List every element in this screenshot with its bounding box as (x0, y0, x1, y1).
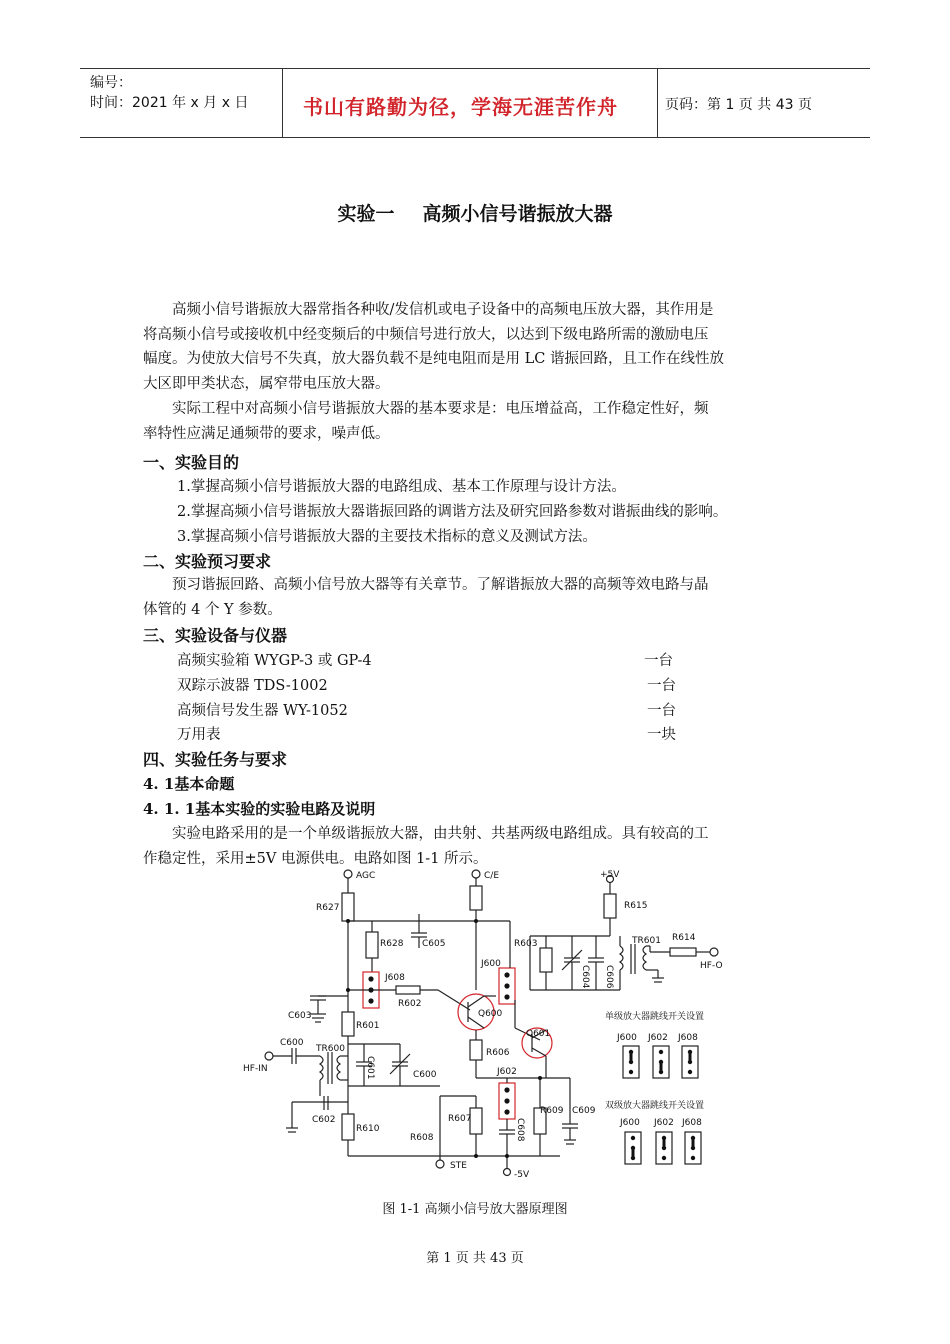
label: R610 (356, 1124, 380, 1134)
equipment-name: 双踪示波器 TDS-1002 (177, 678, 328, 694)
subsection-heading: 4. 1. 1基本实验的实验电路及说明 (143, 800, 376, 818)
equipment-qty: 一台 (647, 678, 676, 694)
label: J602 (648, 1033, 668, 1043)
circuit-diagram (0, 860, 950, 1190)
label: C602 (312, 1115, 336, 1125)
motto: 书山有路勤为径，学海无涯苦作舟 (303, 95, 618, 119)
label: R606 (486, 1048, 510, 1058)
section-heading: 三、实验设备与仪器 (143, 626, 288, 645)
single-stage-title: 单级放大器跳线开关设置 (605, 1012, 705, 1022)
label: R608 (410, 1133, 434, 1143)
label: C601 (365, 1056, 375, 1080)
label: J608 (682, 1118, 702, 1128)
section-heading: 四、实验任务与要求 (143, 750, 288, 769)
label: R628 (380, 939, 404, 949)
label: R609 (540, 1106, 564, 1116)
section-heading: 二、实验预习要求 (143, 552, 272, 571)
list-item: 2.掌握高频小信号谐振放大器谐振回路的调谐方法及研究回路参数对谐振曲线的影响。 (177, 504, 728, 520)
label: R601 (356, 1021, 380, 1031)
text-line: 预习谐振回路、高频小信号放大器等有关章节。了解谐振放大器的高频等效电路与晶 (143, 577, 709, 593)
label: C/E (484, 871, 500, 881)
label: C603 (288, 1011, 312, 1021)
label: Q600 (478, 1009, 503, 1019)
equipment-qty: 一台 (644, 653, 673, 669)
equipment-name: 万用表 (177, 727, 221, 743)
label: R614 (672, 933, 696, 943)
label: C605 (422, 939, 446, 949)
label: +5V (600, 870, 620, 880)
text-line: 作稳定性，采用±5V 电源供电。电路如图 1-1 所示。 (143, 850, 488, 867)
label: AGC (356, 871, 376, 881)
intro-paragraph-2 (143, 397, 807, 446)
prep-paragraph (143, 573, 807, 622)
label: J600 (620, 1118, 640, 1128)
text-line: 体管的 4 个 Y 参数。 (143, 601, 282, 618)
title-part1: 实验一 (337, 203, 395, 225)
divider (657, 69, 658, 137)
page-info: 页码：第 1 页 共 43 页 (665, 97, 812, 113)
label: J608 (385, 973, 405, 983)
label: R615 (624, 901, 648, 911)
title-part2: 高频小信号谐振放大器 (422, 203, 613, 225)
label: STE (450, 1161, 467, 1171)
double-stage-title: 双级放大器跳线开关设置 (605, 1101, 705, 1111)
label: J600 (481, 959, 501, 969)
label: J608 (678, 1033, 698, 1043)
date-label: 时间：2021 年 x 月 x 日 (90, 95, 249, 111)
text-line: 将高频小信号或接收机中经变频后的中频信号进行放大，以达到下级电路所需的激励电压 (143, 326, 709, 343)
label: C600 (413, 1070, 437, 1080)
label: J602 (654, 1118, 674, 1128)
label: C609 (572, 1106, 596, 1116)
list-item: 3.掌握高频小信号谐振放大器的主要技术指标的意义及测试方法。 (177, 529, 597, 545)
subsection-heading: 4. 1基本命题 (143, 775, 235, 793)
divider (282, 69, 283, 137)
label: C600 (280, 1038, 304, 1048)
label: J600 (617, 1033, 637, 1043)
label: R627 (316, 903, 340, 913)
page-title (0, 199, 950, 226)
number-label: 编号： (90, 75, 132, 91)
text-line: 幅度。为使放大信号不失真，放大器负载不是纯电阻而是用 LC 谐振回路，且工作在线性放 (143, 351, 724, 367)
equipment-name: 高频信号发生器 WY-1052 (177, 703, 348, 719)
equipment-qty: 一块 (647, 727, 676, 743)
equipment-qty: 一台 (647, 703, 676, 719)
text-line: 大区即甲类状态，属窄带电压放大器。 (143, 375, 390, 392)
label: TR600 (316, 1044, 345, 1054)
page-header (80, 68, 870, 138)
text-line: 实验电路采用的是一个单级谐振放大器，由共射、共基两级电路组成。具有较高的工 (143, 826, 709, 842)
label: -5V (514, 1170, 530, 1180)
intro-paragraph-1 (143, 298, 807, 396)
label: R602 (398, 999, 422, 1009)
header-meta (90, 73, 248, 113)
label: R603 (514, 939, 538, 949)
text-line: 高频小信号谐振放大器常指各种收/发信机或电子设备中的高频电压放大器，其作用是 (143, 302, 714, 318)
figure-caption: 图 1-1 高频小信号放大器原理图 (382, 1202, 568, 1217)
label: C604 (580, 965, 590, 989)
label: Q601 (526, 1029, 551, 1039)
list-item: 1.掌握高频小信号谐振放大器的电路组成、基本工作原理与设计方法。 (177, 479, 626, 495)
section-heading: 一、实验目的 (143, 453, 240, 472)
page-footer: 第 1 页 共 43 页 (426, 1251, 524, 1266)
label: R607 (448, 1114, 472, 1124)
label: HF-IN (243, 1064, 268, 1074)
label: C606 (604, 965, 614, 989)
label: C608 (515, 1118, 525, 1142)
text-line: 实际工程中对高频小信号谐振放大器的基本要求是：电压增益高，工作稳定性好，频 (143, 401, 709, 417)
label: HF-O (700, 961, 723, 971)
label: J602 (497, 1067, 517, 1077)
equipment-name: 高频实验箱 WYGP-3 或 GP-4 (177, 653, 372, 669)
text-line: 率特性应满足通频带的要求，噪声低。 (143, 425, 390, 442)
label: TR601 (632, 936, 661, 946)
